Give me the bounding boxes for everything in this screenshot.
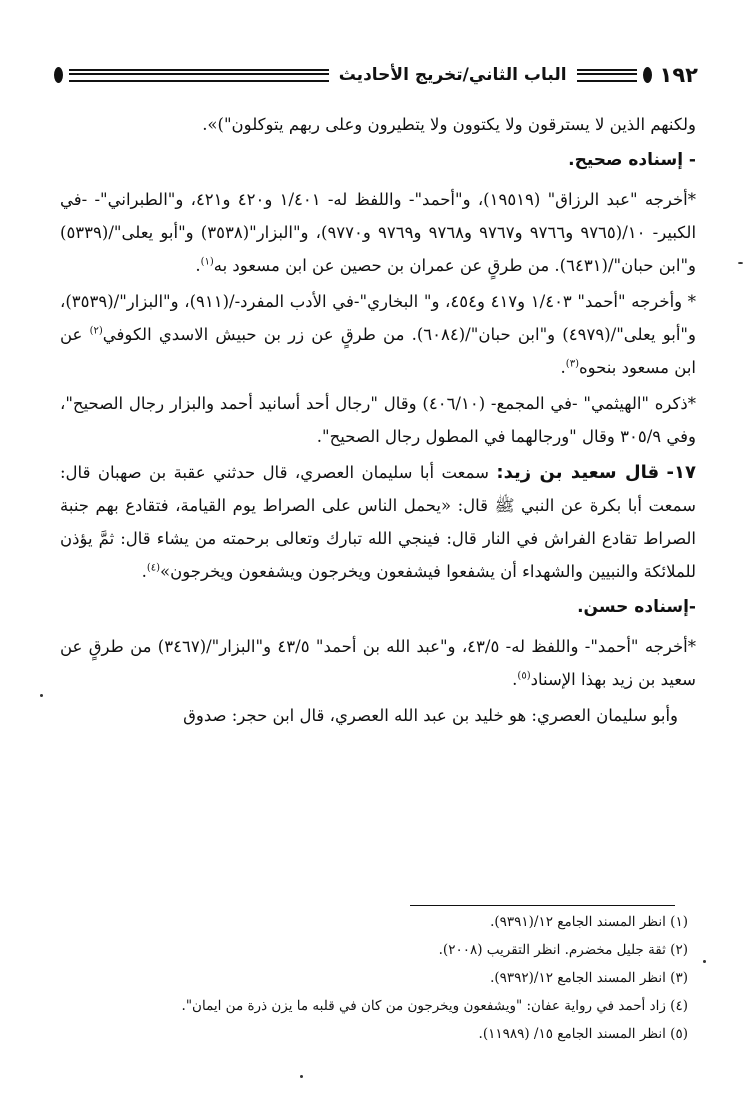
main-text <box>60 108 696 735</box>
paragraph: *أخرجه "عبد الرزاق" (١٩٥١٩)، و"أحمد"- واللفظ له- ١/٤٠١ و٤٢٠ و٤٢١، و"الطبراني"- -في الكبير- ١٠/(٩٧٦٥ و٩٧٦٦ و٩٧٦٧ و٩٧٦٨ و٩٧٦٩ و٩٧٧٠)، و"البزار"(٣٥٣٨) و"أبو يعلى"/(٥٣٣٩) و"ابن حبان"/(٦٤٣١). من طرقٍ عن عمران بن حصين عن ابن مسعود به$^{(١)}$. <box>60 190 697 275</box>
hadith-narrator: قال سعيد بن زيد: <box>496 462 660 483</box>
footnote-separator <box>410 905 675 906</box>
isnad-grade-heading: - إسناده صحيح. <box>568 150 696 170</box>
isnad-grade-heading: -إسناده حسن. <box>577 597 696 617</box>
page-header <box>52 60 698 90</box>
scan-speck <box>40 694 43 697</box>
header-ornament-dot <box>643 67 652 83</box>
footnotes <box>60 908 688 1048</box>
header-ornament-dot <box>54 67 63 83</box>
footnote-ref: (١) <box>200 256 214 268</box>
footnote: (٤) زاد أحمد في رواية عفان: "ويشفعون ويخرجون من كان في قلبه ما يزن ذرة من ايمان". <box>181 998 688 1014</box>
footnote-ref: (٥) <box>517 670 531 682</box>
paragraph: ولكنهم الذين لا يسترقون ولا يكتوون ولا يتطيرون وعلى ربهم يتوكلون")». <box>202 115 696 134</box>
hadith-paragraph: ١٧- قال سعيد بن زيد: سمعت أبا سليمان العصري، قال حدثني عقبة بن صهبان قال: سمعت أبا بكرة عن النبي ﷺ قال: «يحمل الناس على الصراط يوم القيامة، فتقادع بهم جنبة الصراط تقادع الفراش في النار قال: فينجي الله تبارك وتعالى برحمته من يشاء قال: ثمَّ يؤذن للملائكة والنبيين والشهداء أن يشفعوا فيشفعون ويخرجون ويشفعون ويخرجون»$^{(٤)}$. <box>60 462 696 581</box>
footnote: (٣) انظر المسند الجامع ١٢/(٩٣٩٢). <box>490 970 688 986</box>
scan-speck <box>738 262 743 264</box>
footnote: (٥) انظر المسند الجامع ١٥/ (١١٩٨٩). <box>478 1026 688 1042</box>
header-ornament-lines <box>577 69 637 82</box>
chapter-title: الباب الثاني/تخريج الأحاديث <box>338 65 567 85</box>
footnote: (١) انظر المسند الجامع ١٢/(٩٣٩١). <box>490 914 688 930</box>
scan-speck <box>300 1075 303 1078</box>
header-ornament-lines <box>69 69 329 82</box>
hadith-number: ١٧- <box>666 462 696 483</box>
footnote-ref: (٣) <box>565 358 579 370</box>
paragraph: *ذكره "الهيثمي" -في المجمع- (٤٠٦/١٠) وقال "رجال أحد أسانيد أحمد والبزار رجال الصحيح"، وفي ٣٠٥/٩ وقال "ورجالهما في المطول رجال الصحيح". <box>60 394 696 446</box>
page-number: ١٩٢ <box>659 63 698 87</box>
paragraph: وأبو سليمان العصري: هو خليد بن عبد الله العصري، قال ابن حجر: صدوق <box>183 706 678 725</box>
footnote-ref: (٤) <box>146 562 161 574</box>
paragraph: * وأخرجه "أحمد" ١/٤٠٣ و٤١٧ و٤٥٤، و" البخاري"-في الأدب المفرد-/(٩١١)، و"البزار"/(٣٥٣٩)، و"أبو يعلى"/(٤٩٧٩) و"ابن حبان"/(٦٠٨٤). من طرقٍ عن زر بن حبيش الاسدي الكوفي$^{(٢)}$ عن ابن مسعود بنحوه$^{(٣)}$. <box>60 292 697 377</box>
footnote-ref: (٢) <box>89 325 103 337</box>
footnote: (٢) ثقة جليل مخضرم. انظر التقريب (٢٠٠٨). <box>438 942 688 958</box>
paragraph: *أخرجه "أحمد"- واللفظ له- ٤٣/٥، و"عبد الله بن أحمد" ٤٣/٥ و"البزار"/(٣٤٦٧) من طرقٍ عن سعيد بن زيد بهذا الإسناد$^{(٥)}$. <box>60 637 696 689</box>
scan-speck <box>703 960 706 963</box>
